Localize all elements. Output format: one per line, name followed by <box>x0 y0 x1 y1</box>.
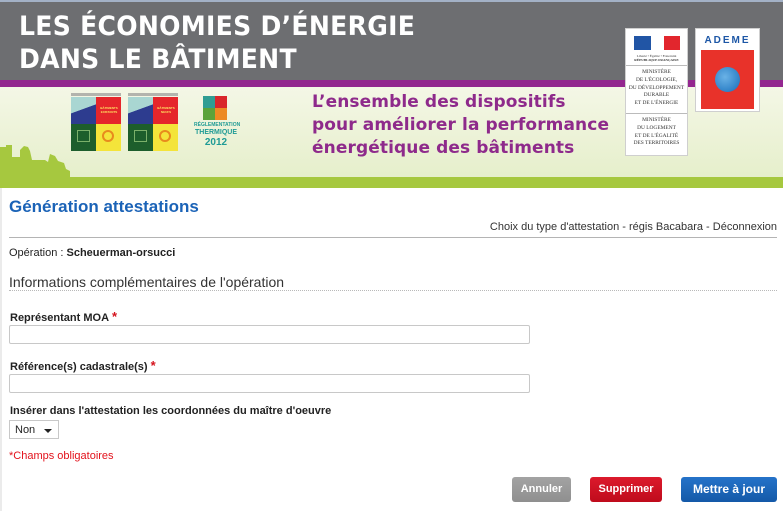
sun-icon <box>102 130 114 142</box>
choose-attestation-type-link[interactable]: Choix du type d'attestation <box>489 221 620 233</box>
update-button[interactable]: Mettre à jour <box>681 477 777 502</box>
banner-green-strip <box>0 177 783 188</box>
insert-maitre-oeuvre-label: Insérer dans l'attestation les coordonnées du maître d'oeuvre <box>10 405 332 417</box>
operation-label: Opération : <box>9 247 64 259</box>
reference-cadastrale-input[interactable] <box>9 374 530 393</box>
ademe-logo: ADEME <box>695 28 760 112</box>
house-icon <box>134 130 147 142</box>
top-navigation: Choix du type d'attestation - régis Bacabara - Déconnexion <box>489 221 777 233</box>
ministry-ecologie: MINISTÈRE DE L'ÉCOLOGIE, DU DÉVELOPPEMENT DURABLE ET DE L'ÉNERGIE <box>628 69 685 107</box>
divider <box>9 237 777 238</box>
rt2012-logo: RÉGLEMENTATION THERMIQUE 2012 <box>196 94 240 154</box>
globe-icon <box>715 67 740 92</box>
rt-existants-logo: BÂTIMENTS EXISTANTS <box>71 97 121 151</box>
house-icon <box>77 130 90 142</box>
rt-neufs-logo: BÂTIMENTS NEUFS <box>128 97 178 151</box>
required-asterisk: * <box>150 358 156 373</box>
operation-info <box>9 247 175 259</box>
sun-icon <box>159 130 171 142</box>
page-title: Génération attestations <box>9 197 199 216</box>
banner-title <box>19 10 415 76</box>
representant-moa-label: Représentant MOA * <box>10 309 118 324</box>
banner-title-line1: LES ÉCONOMIES D’ÉNERGIE <box>19 11 416 42</box>
insert-maitre-oeuvre-select[interactable] <box>9 420 59 439</box>
marianne-flag-icon <box>634 36 680 50</box>
select-value: Non <box>15 424 36 436</box>
banner-tagline: L’ensemble des dispositifs pour améliorer la performance énergétique des bâtiments <box>312 92 610 158</box>
delete-button[interactable]: Supprimer <box>590 477 662 502</box>
operation-value: Scheuerman-orsucci <box>66 247 176 259</box>
cancel-button[interactable]: Annuler <box>512 477 571 502</box>
header-banner <box>0 0 783 188</box>
section-title: Informations complémentaires de l'opération <box>9 274 285 290</box>
section-divider <box>9 290 777 291</box>
ministry-logo: Liberté • Égalité • Fraternité RÉPUBLIQUE FRANÇAISE MINISTÈRE DE L'ÉCOLOGIE, DU DÉVELOPPEMENT DURABLE ET DE L'ÉNERGIE MINISTÈRE DU LOGEMENT ET DE L'ÉGALITÉ DES TERRITOIRES <box>625 28 688 156</box>
user-name-link[interactable]: régis Bacabara <box>628 221 703 233</box>
reference-cadastrale-label: Référence(s) cadastrale(s) * <box>10 358 156 373</box>
banner-title-line2: DANS LE BÂTIMENT <box>19 44 297 75</box>
required-fields-note: *Champs obligatoires <box>9 450 114 462</box>
chevron-down-icon <box>44 429 52 433</box>
city-skyline-icon <box>0 140 70 180</box>
representant-moa-input[interactable] <box>9 325 530 344</box>
ministry-logement: MINISTÈRE DU LOGEMENT ET DE L'ÉGALITÉ DES TERRITOIRES <box>633 117 680 147</box>
logout-link[interactable]: Déconnexion <box>712 221 777 233</box>
page-left-border <box>0 188 2 511</box>
required-asterisk: * <box>112 309 118 324</box>
